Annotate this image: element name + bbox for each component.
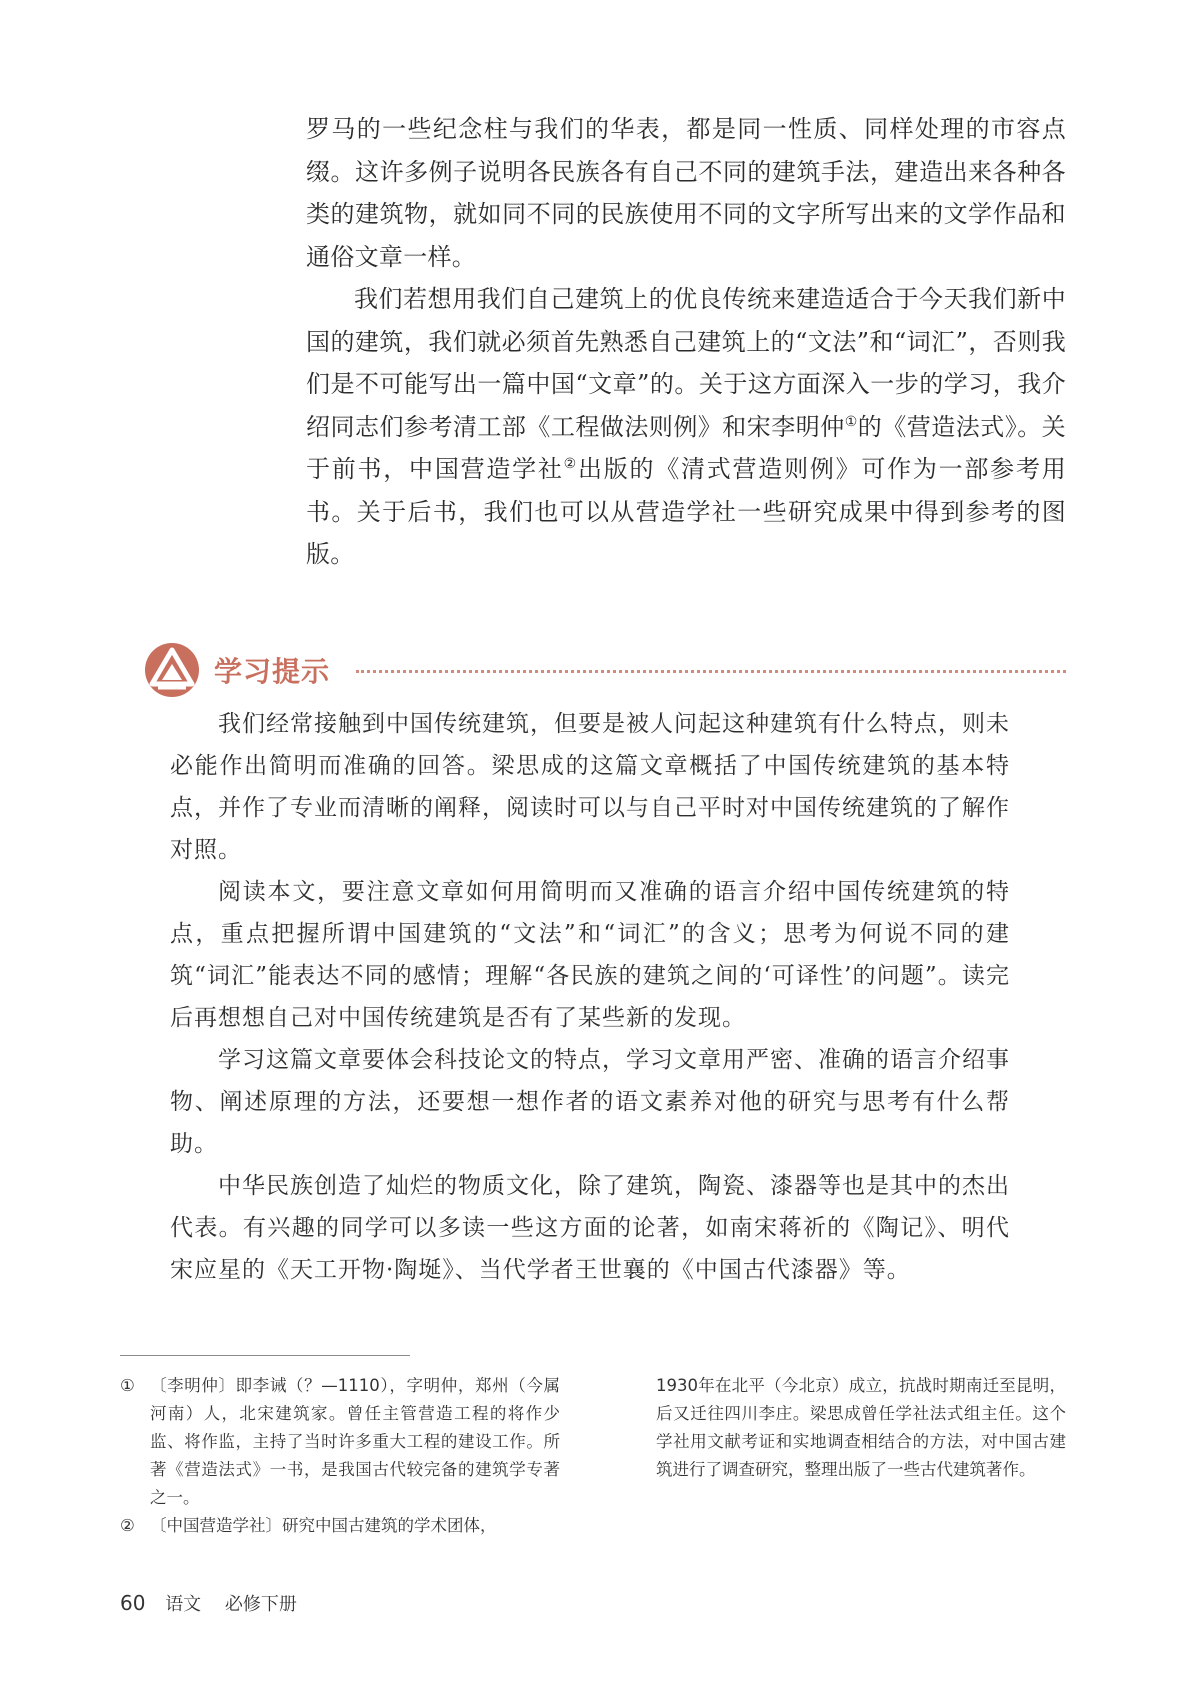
main-paragraph-1: 罗马的一些纪念柱与我们的华表，都是同一性质、同样处理的市容点缀。这许多例子说明各民族各有自己不同的建筑手法，建造出来各种各类的建筑物，就如同不同的民族使用不同的文字所写出来的文学作品和通俗文章一样。 (306, 115, 1066, 271)
footnote-ref-2[interactable]: ② (563, 456, 578, 472)
main-body-text (306, 108, 1066, 576)
main-paragraph-2-part-a: 我们若想用我们自己建筑上的优良传统来建造适合于今天我们新中国的建筑，我们就必须首先熟悉自己建筑上的“文法”和“词汇”，否则我们是不可能写出一篇中国“文章”的。关于这方面深入一步的学习，我介绍同志们参考清工部《工程做法则例》和宋李明仲 (306, 285, 1066, 441)
tips-paragraph-2: 阅读本文，要注意文章如何用简明而又准确的语言介绍中国传统建筑的特点，重点把握所谓中国建筑的“文法”和“词汇”的含义；思考为何说不同的建筑“词汇”能表达不同的感情；理解“各民族的建筑之间的‘可译性’的问题”。读完后再想想自己对中国传统建筑是否有了某些新的发现。 (170, 879, 1010, 1031)
footnote-2 (120, 1512, 560, 1540)
main-paragraph-2-part-b: 的《营造法式》。关于前书，中国营造学社 (306, 412, 1066, 483)
tips-paragraph-3: 学习这篇文章要体会科技论文的特点，学习文章用严密、准确的语言介绍事物、阐述原理的方法，还要想一想作者的语文素养对他的研究与思考有什么帮助。 (170, 1047, 1010, 1157)
footnote-1-text: 〔李明仲〕即李诫（？—1110），字明仲，郑州（今属河南）人，北宋建筑家。曾任主管营造工程的将作少监、将作监，主持了当时许多重大工程的建设工作。所著《营造法式》一书，是我国古代较完备的建筑学专著之一。 (150, 1376, 560, 1507)
footnote-separator (120, 1355, 410, 1356)
footnote-2-continued: 1930年在北平（今北京）成立，抗战时期南迁至昆明，后又迁往四川李庄。梁思成曾任学社法式组主任。这个学社用文献考证和实地调查相结合的方法，对中国古建筑进行了调查研究，整理出版了一些古代建筑著作。 (656, 1376, 1066, 1479)
study-tips-header (144, 642, 1066, 702)
footnote-1-number: ① (120, 1376, 135, 1395)
main-paragraph-2-part-c: 出版的《清式营造则例》可作为一部参考用书。关于后书，我们也可以从营造学社一些研究成果中得到参考的图版。 (306, 455, 1067, 568)
page-footer (120, 1590, 297, 1616)
footnotes-right-column (656, 1372, 1066, 1484)
section-title: 学习提示 (214, 655, 331, 688)
volume-title: 必修下册 (224, 1594, 297, 1615)
triangle-logo-icon (144, 642, 200, 698)
main-paragraph-2 (306, 278, 1066, 576)
study-tips-text (170, 703, 1010, 1291)
dotted-divider (356, 670, 1066, 673)
footnote-2-text: 〔中国营造学社〕研究中国古建筑的学术团体， (150, 1516, 497, 1535)
footnotes-left-column (120, 1372, 560, 1540)
footnote-ref-1[interactable]: ① (844, 413, 858, 430)
page-number: 60 (120, 1591, 146, 1615)
footnote-1 (120, 1372, 560, 1512)
tips-paragraph-4: 中华民族创造了灿烂的物质文化，除了建筑，陶瓷、漆器等也是其中的杰出代表。有兴趣的同学可以多读一些这方面的论著，如南宋蒋祈的《陶记》、明代宋应星的《天工开物·陶埏》、当代学者王世襄的《中国古代漆器》等。 (170, 1173, 1010, 1283)
book-title: 语文 (165, 1594, 202, 1615)
tips-paragraph-1: 我们经常接触到中国传统建筑，但要是被人问起这种建筑有什么特点，则未必能作出简明而准确的回答。梁思成的这篇文章概括了中国传统建筑的基本特点，并作了专业而清晰的阐释，阅读时可以与自己平时对中国传统建筑的了解作对照。 (170, 711, 1010, 863)
footnote-2-number: ② (120, 1516, 135, 1535)
